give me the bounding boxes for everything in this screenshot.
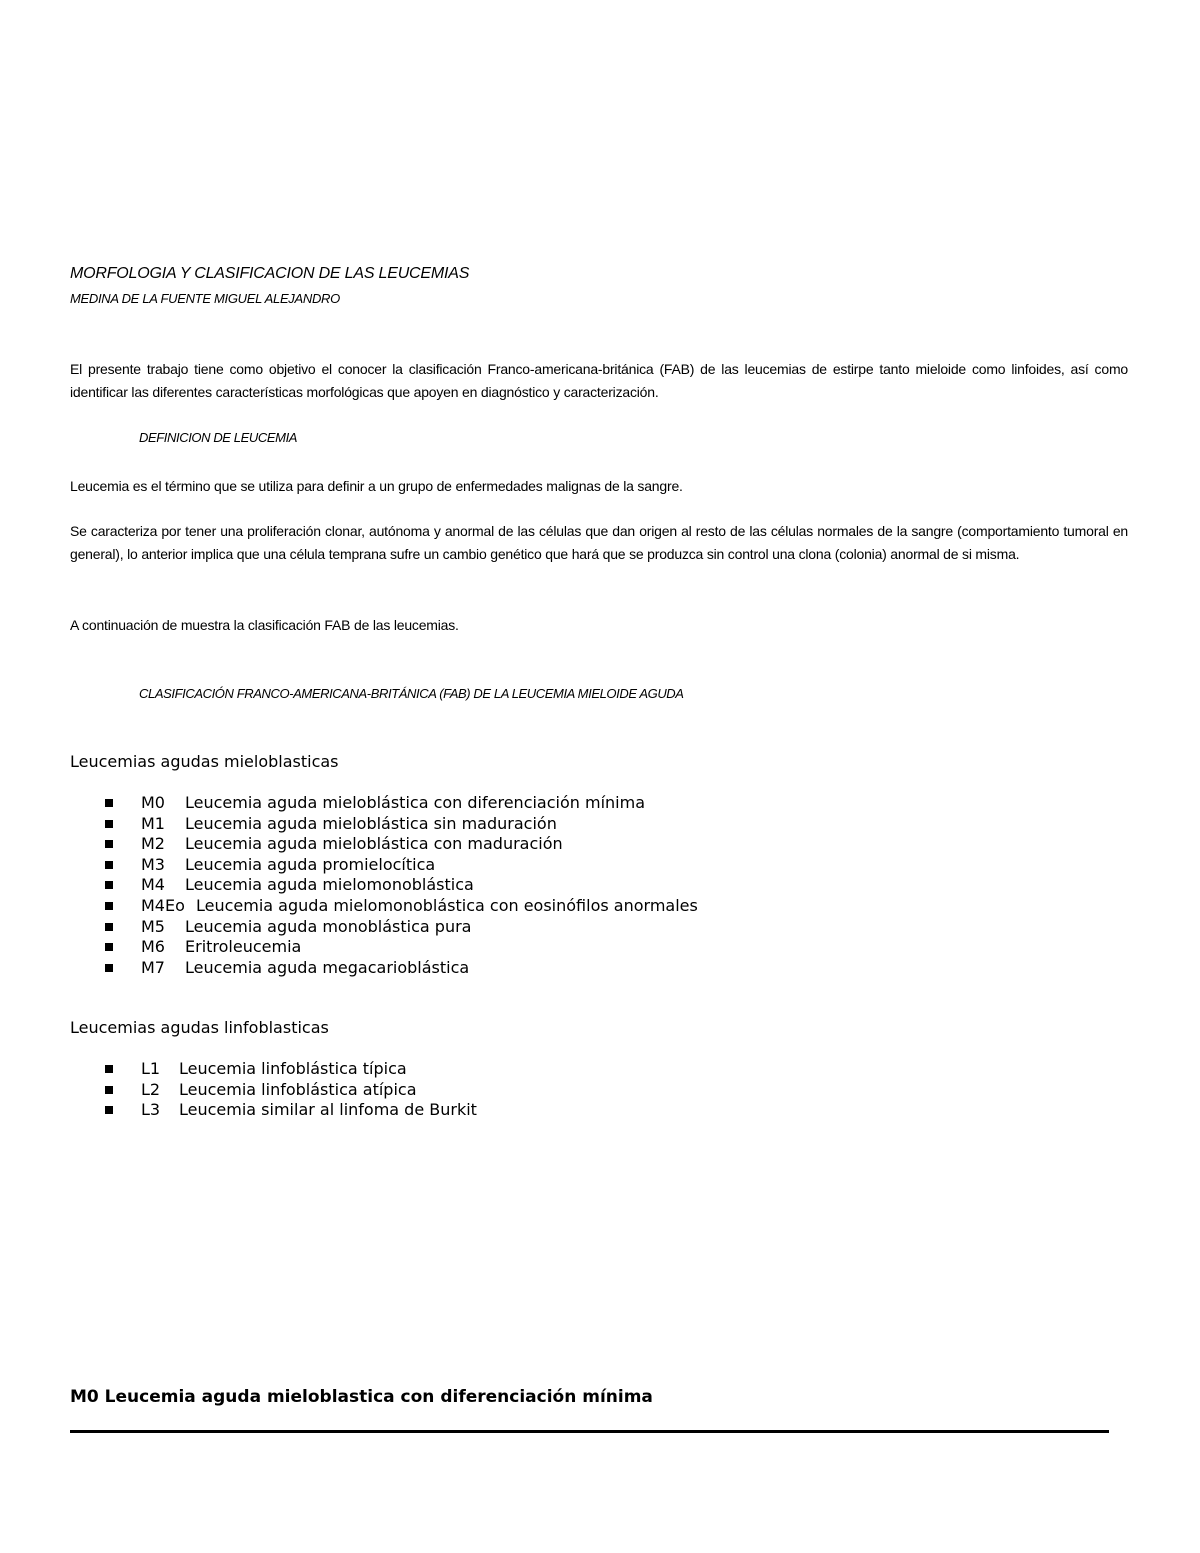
- item-label: Leucemia linfoblástica atípica: [179, 1079, 417, 1099]
- item-label: Eritroleucemia: [185, 937, 302, 957]
- item-label: Leucemia aguda mieloblástica con maduración: [185, 834, 563, 854]
- item-label: Leucemia aguda mielomonoblástica: [185, 875, 474, 895]
- bullet-icon: [105, 1065, 113, 1073]
- item-code: M4: [141, 875, 165, 895]
- item-code: L2: [141, 1079, 161, 1099]
- horizontal-rule: [70, 1430, 1109, 1433]
- bullet-icon: [105, 964, 113, 972]
- item-code: M0: [141, 793, 165, 812]
- classification-heading: CLASIFICACIÓN FRANCO-AMERICANA-BRITÁNICA (FAB) DE LA LEUCEMIA MIELOIDE AGUDA: [139, 686, 684, 701]
- bullet-icon: [105, 840, 113, 848]
- document-author: MEDINA DE LA FUENTE MIGUEL ALEJANDRO: [70, 291, 340, 306]
- item-label: Leucemia aguda monoblástica pura: [185, 916, 472, 936]
- bullet-icon: [105, 799, 113, 807]
- bullet-icon: [105, 820, 113, 828]
- item-code: M6: [141, 937, 165, 957]
- bullet-icon: [105, 923, 113, 931]
- item-code: M1: [141, 813, 165, 833]
- item-label: Leucemia similar al linfoma de Burkit: [179, 1100, 477, 1120]
- item-code: M4Eo: [141, 895, 185, 915]
- item-label: Leucemia linfoblástica típica: [179, 1059, 407, 1078]
- lymphoblastic-title: Leucemias agudas linfoblasticas: [70, 1018, 329, 1037]
- bullet-icon: [105, 1086, 113, 1094]
- item-label: Leucemia aguda mieloblástica con diferenciación mínima: [185, 793, 645, 812]
- item-code: M5: [141, 916, 165, 936]
- continuation-paragraph: A continuación de muestra la clasificación FAB de las leucemias.: [70, 617, 459, 633]
- item-code: M7: [141, 957, 165, 977]
- section-heading: M0 Leucemia aguda mieloblastica con diferenciación mínima: [70, 1387, 653, 1407]
- item-code: M2: [141, 834, 165, 854]
- myeloblastic-title: Leucemias agudas mieloblasticas: [70, 752, 339, 771]
- characteristics-paragraph: Se caracteriza por tener una proliferación clonar, autónoma y anormal de las células que dan origen al resto de las células normales de la sangre (comportamiento tumoral en general), lo anterior implica que una célula temprana sufre un cambio genético que hará que se produzca sin control una clona (colonia) anormal de si misma.: [70, 523, 1128, 562]
- item-code: M3: [141, 854, 165, 874]
- bullet-icon: [105, 1106, 113, 1114]
- item-label: Leucemia aguda megacarioblástica: [185, 957, 470, 977]
- definition-paragraph: Leucemia es el término que se utiliza para definir a un grupo de enfermedades malignas de la sangre.: [70, 478, 683, 494]
- definition-heading: DEFINICION DE LEUCEMIA: [139, 430, 298, 445]
- item-label: Leucemia aguda mieloblástica sin maduración: [185, 813, 557, 833]
- bullet-icon: [105, 861, 113, 869]
- item-code: L3: [141, 1100, 161, 1120]
- bullet-icon: [105, 902, 113, 910]
- item-label: Leucemia aguda mielomonoblástica con eosinófilos anormales: [196, 895, 698, 915]
- item-code: L1: [141, 1059, 161, 1078]
- intro-paragraph: El presente trabajo tiene como objetivo el conocer la clasificación Franco-americana-británica (FAB) de las leucemias de estirpe tanto mieloide como linfoides, así como identificar las diferentes características morfológicas que apoyen en diagnóstico y caracterización.: [70, 361, 1128, 400]
- item-label: Leucemia aguda promielocítica: [185, 854, 436, 874]
- bullet-icon: [105, 881, 113, 889]
- document-title: MORFOLOGIA Y CLASIFICACION DE LAS LEUCEMIAS: [70, 265, 470, 282]
- bullet-icon: [105, 943, 113, 951]
